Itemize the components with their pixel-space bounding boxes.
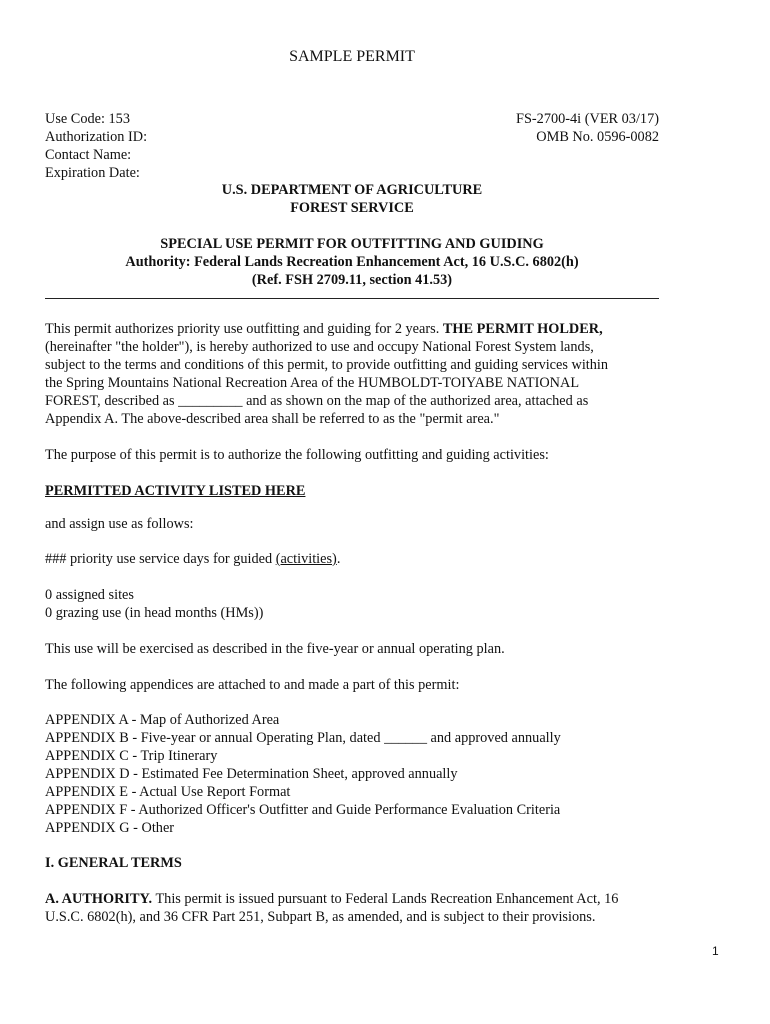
omb-number: OMB No. 0596-0082: [536, 129, 659, 145]
priority-use-period: .: [336, 551, 341, 567]
form-number: FS-2700-4i (VER 03/17): [516, 111, 659, 127]
appendix-d: APPENDIX D - Estimated Fee Determination Sheet, approved annually: [45, 766, 458, 782]
intro-line-2: (hereinafter "the holder"), is hereby authorized to use and occupy National Forest System lands,: [45, 339, 594, 355]
priority-use-text: ### priority use service days for guided: [45, 551, 276, 567]
permit-reference: (Ref. FSH 2709.11, section 41.53): [251, 272, 453, 288]
appendix-e: APPENDIX E - Actual Use Report Format: [45, 784, 291, 800]
appendix-b: APPENDIX B - Five-year or annual Operating Plan, dated ______ and approved annually: [45, 730, 561, 746]
activities-link[interactable]: (activities): [275, 551, 337, 567]
expiration-date: Expiration Date:: [45, 165, 140, 181]
appendix-f: APPENDIX F - Authorized Officer's Outfitter and Guide Performance Evaluation Criteria: [45, 802, 561, 818]
assign-use-text: and assign use as follows:: [45, 516, 194, 532]
service-heading: FOREST SERVICE: [290, 200, 414, 216]
grazing-use: 0 grazing use (in head months (HMs)): [45, 605, 264, 621]
appendices-intro: The following appendices are attached to and made a part of this permit:: [45, 677, 460, 693]
page-number: 1: [712, 944, 719, 958]
department-heading: U.S. DEPARTMENT OF AGRICULTURE: [221, 182, 483, 198]
intro-line-5: FOREST, described as _________ and as shown on the map of the authorized area, attached as: [45, 393, 589, 409]
document-title: SAMPLE PERMIT: [289, 48, 415, 65]
contact-name: Contact Name:: [45, 147, 132, 163]
assigned-sites: 0 assigned sites: [45, 587, 134, 603]
permit-title: SPECIAL USE PERMIT FOR OUTFITTING AND GUIDING: [160, 236, 544, 252]
purpose-statement: The purpose of this permit is to authorize the following outfitting and guiding activities:: [45, 447, 549, 463]
intro-text: This permit authorizes priority use outfitting and guiding for 2 years.: [45, 321, 443, 337]
horizontal-rule: [45, 298, 659, 299]
permit-authority: Authority: Federal Lands Recreation Enhancement Act, 16 U.S.C. 6802(h): [125, 254, 579, 270]
priority-use-line: [45, 550, 340, 568]
authority-clause-text: This permit is issued pursuant to Federal Lands Recreation Enhancement Act, 16: [152, 891, 619, 907]
permit-holder-label: THE PERMIT HOLDER,: [442, 321, 603, 337]
appendix-c: APPENDIX C - Trip Itinerary: [45, 748, 218, 764]
appendix-a: APPENDIX A - Map of Authorized Area: [45, 712, 280, 728]
intro-line-3: subject to the terms and conditions of this permit, to provide outfitting and guiding services within: [45, 357, 609, 373]
operating-plan-text: This use will be exercised as described in the five-year or annual operating plan.: [45, 641, 505, 657]
authorization-id: Authorization ID:: [45, 129, 148, 145]
authority-clause-label: A. AUTHORITY.: [45, 891, 153, 907]
authority-clause-line-1: [45, 890, 618, 908]
intro-line-1: [45, 320, 603, 338]
intro-line-4: the Spring Mountains National Recreation Area of the HUMBOLDT-TOIYABE NATIONAL: [45, 375, 580, 391]
authority-clause-line-2: U.S.C. 6802(h), and 36 CFR Part 251, Subpart B, as amended, and is subject to their provisions.: [45, 909, 596, 925]
permitted-activity-heading: PERMITTED ACTIVITY LISTED HERE: [45, 483, 306, 499]
general-terms-heading: I. GENERAL TERMS: [45, 855, 182, 871]
use-code: Use Code: 153: [45, 111, 130, 127]
appendix-g: APPENDIX G - Other: [45, 820, 175, 836]
intro-line-6: Appendix A. The above-described area shall be referred to as the "permit area.": [45, 411, 500, 427]
